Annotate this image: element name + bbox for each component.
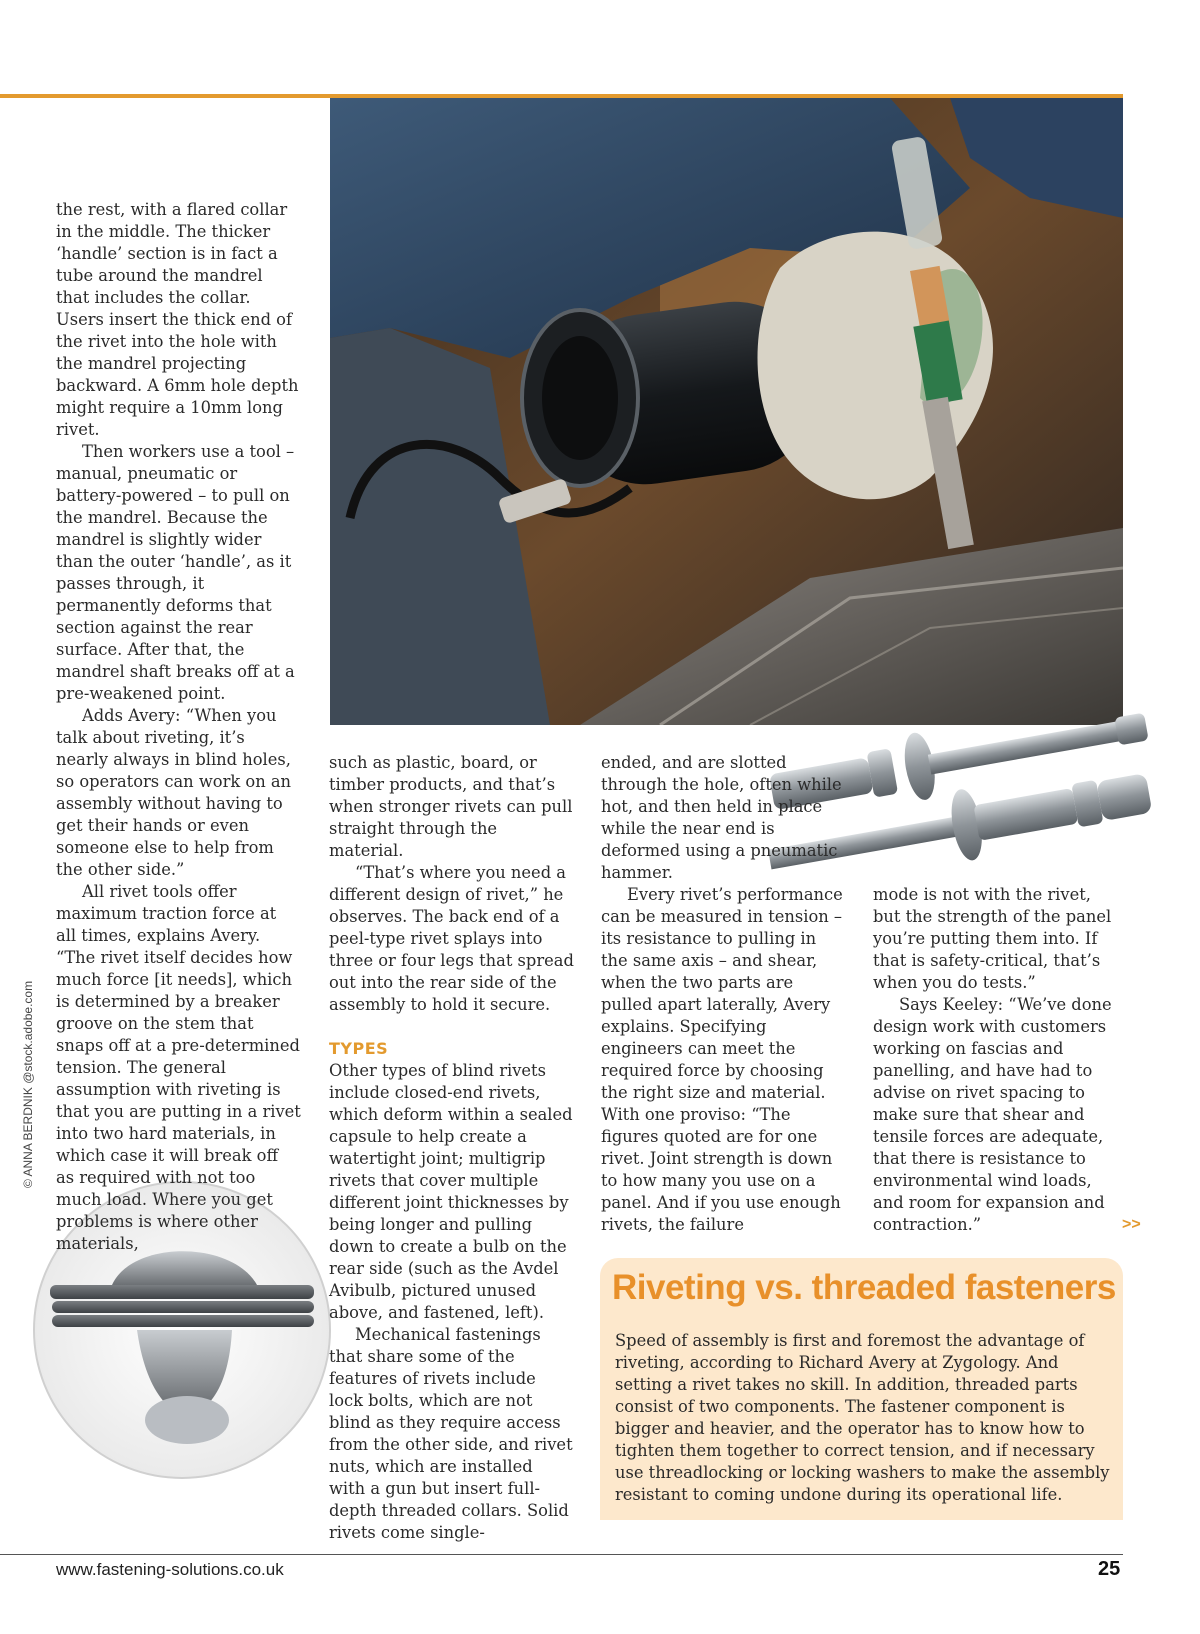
paragraph: Mechanical fastenings that share some of the features of rivets include lock bolts, which are not blind as they require access from the other side, and rivet nuts, which are installed with a gun but insert full-depth threaded collars. Solid rivets come single- [329,1325,573,1542]
sidebar-box [600,1258,1123,1520]
paragraph: mode is not with the rivet, but the strength of the panel you’re putting them into. If that is safety-critical, that’s when you do tests.” [873,885,1112,992]
text-column-2 [329,752,574,1016]
paragraph: Other types of blind rivets include closed-end rivets, which deform within a sealed capsule to help create a watertight joint; multigrip rivets that cover multiple different joint thicknesses by being longer and pulling down to create a bulb on the rear side (such as the Avdel Avibulb, pictured unused above, and fastened, left). [329,1061,573,1322]
section-heading-types: TYPES [329,1039,389,1058]
footer-url[interactable]: www.fastening-solutions.co.uk [56,1560,284,1579]
paragraph: Says Keeley: “We’ve done design work with customers working on fascias and panelling, and have had to advise on rivet spacing to make sure that shear and tensile forces are adequate, that there is resistance to environmental wind loads, and room for expansion and contraction.” [873,995,1112,1234]
paragraph: ended, and are slotted through the hole, often while hot, and then held in place while the near end is deformed using a pneumatic hammer. [601,753,842,882]
sidebar-body: Speed of assembly is first and foremost the advantage of riveting, according to Richard Avery at Zygology. And setting a rivet takes no skill. In addition, threaded parts consist of two components. The fastener component is bigger and heavier, and the operator has to know how to tighten them together to correct tension, and if necessary use threadlocking or locking washers to make the assembly resistant to coming undone during its operational life. [615,1331,1110,1504]
page-number: 25 [1098,1558,1121,1580]
sidebar-title: Riveting vs. threaded fasteners [612,1268,1116,1307]
paragraph: Every rivet’s performance can be measured in tension – its resistance to pulling in the same axis – and shear, when the two parts are pulled apart laterally, Avery explains. Specifying engineers can meet the required force by choosing the right size and material. With one proviso: “The figures quoted are for one rivet. Joint strength is down to how many you use on a panel. And if you use enough rivets, the failure [601,885,843,1234]
text-column-3 [601,752,846,1236]
paragraph: Adds Avery: “When you talk about riveting, it’s nearly always in blind holes, so operators can work on an assembly without having to get their hands or even someone else to help from the other side.” [56,706,292,879]
paragraph: the rest, with a flared collar in the middle. The thicker ‘handle’ section is in fact a tube around the mandrel that includes the collar. Users insert the thick end of the rivet into the hole with the mandrel projecting backward. A 6mm hole depth might require a 10mm long rivet. [56,200,299,439]
text-column-1 [56,199,301,1255]
paragraph: All rivet tools offer maximum traction force at all times, explains Avery. “The rivet itself decides how much force [it needs], which is determined by a breaker groove on the stem that snaps off at a pre-determined tension. The general assumption with riveting is that you are putting in a rivet into two hard materials, in which case it will break off as required with not too much load. Where you get problems is where other materials, [56,882,301,1253]
paragraph: “That’s where you need a different design of rivet,” he observes. The back end of a peel-type rivet splays into three or four legs that spread out into the rear side of the assembly to hold it secure. [329,863,574,1014]
continue-marker: >> [1122,1216,1141,1233]
footer-rule [0,1554,1123,1555]
types-section [329,1038,574,1544]
hero-photo-rivet-tool [330,98,1123,725]
photo-credit: © ANNA BERDNIK @stock.adobe.com [21,980,35,1188]
paragraph: such as plastic, board, or timber products, and that’s when stronger rivets can pull straight through the material. [329,753,573,860]
paragraph: Then workers use a tool – manual, pneumatic or battery-powered – to pull on the mandrel. Because the mandrel is slightly wider than the outer ‘handle’, as it passes through, it permanently deforms that section against the rear surface. After that, the mandrel shaft breaks off at a pre-weakened point. [56,442,295,703]
text-column-4 [873,884,1118,1236]
